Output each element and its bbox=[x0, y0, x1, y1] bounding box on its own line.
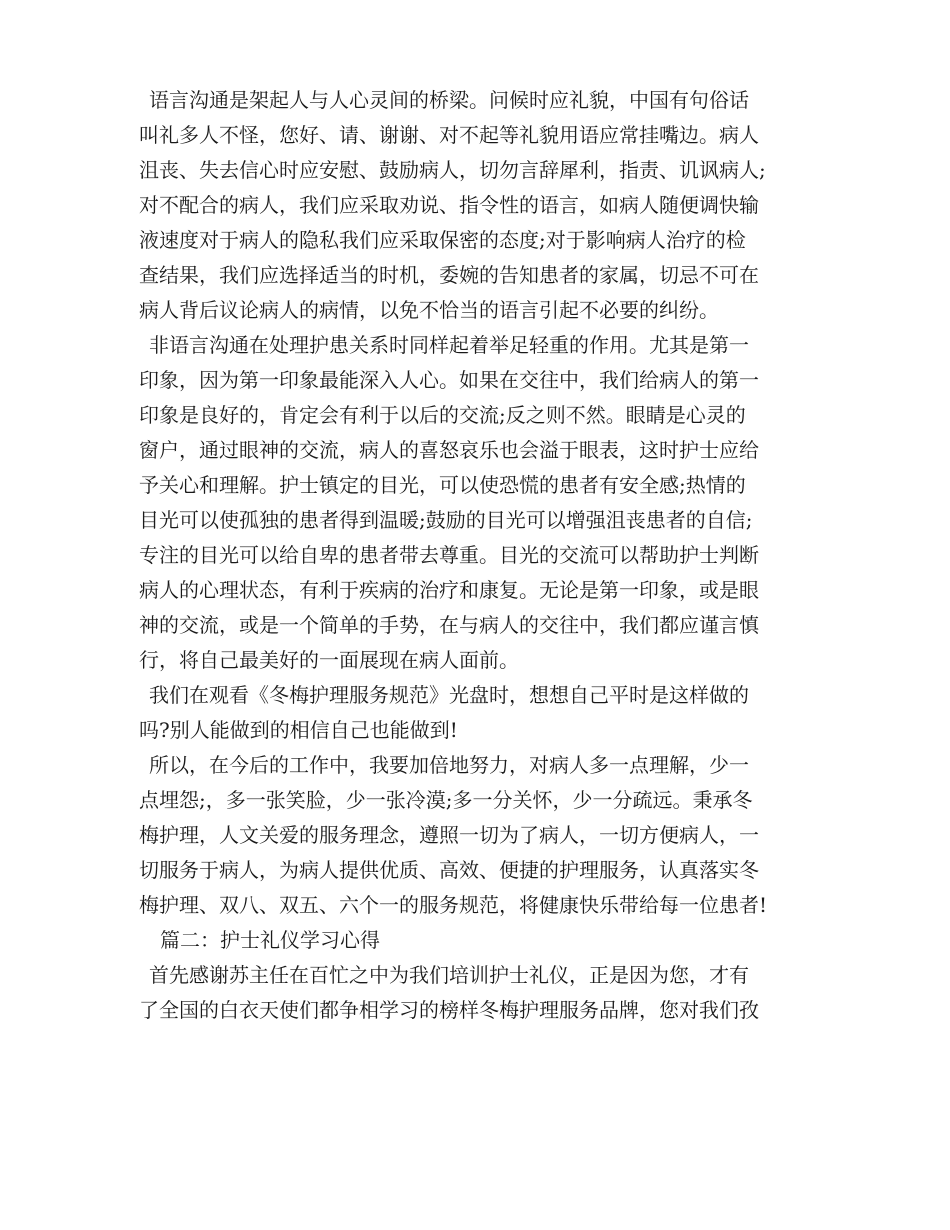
paragraph-line: 叫礼多人不怪，您好、请、谢谢、对不起等礼貌用语应常挂嘴边。病人 bbox=[139, 123, 759, 147]
paragraph-line: 行，将自己最美好的一面展现在病人面前。 bbox=[139, 648, 519, 672]
paragraph-line: 专注的目光可以给自卑的患者带去尊重。目光的交流可以帮助护士判断 bbox=[139, 543, 759, 567]
paragraph-line: 病人的心理状态，有利于疾病的治疗和康复。无论是第一印象，或是眼 bbox=[139, 578, 759, 602]
paragraph-line: 液速度对于病人的隐私我们应采取保密的态度;对于影响病人治疗的检 bbox=[139, 228, 746, 252]
paragraph-line: 梅护理，人文关爱的服务理念，遵照一切为了病人，一切方便病人，一 bbox=[139, 823, 759, 847]
paragraph-line: 非语言沟通在处理护患关系时同样起着举足轻重的作用。尤其是第一 bbox=[149, 333, 749, 357]
paragraph-line: 梅护理、双八、双五、六个一的服务规范，将健康快乐带给每一位患者! bbox=[139, 893, 768, 917]
paragraph-line: 我们在观看《冬梅护理服务规范》光盘时，想想自己平时是这样做的 bbox=[149, 683, 749, 707]
section-heading: 篇二：护士礼仪学习心得 bbox=[160, 928, 380, 952]
paragraph-line: 点埋怨;，多一张笑脸，少一张冷漠;多一分关怀，少一分疏远。秉承冬 bbox=[139, 788, 753, 812]
paragraph-line: 吗?别人能做到的相信自己也能做到! bbox=[139, 718, 458, 742]
paragraph-line: 予关心和理解。护士镇定的目光，可以使恐慌的患者有安全感;热情的 bbox=[139, 473, 746, 497]
paragraph-line: 语言沟通是架起人与人心灵间的桥梁。问候时应礼貌，中国有句俗话 bbox=[149, 88, 749, 112]
paragraph-line: 查结果，我们应选择适当的时机，委婉的告知患者的家属，切忌不可在 bbox=[139, 263, 759, 287]
paragraph-line: 目光可以使孤独的患者得到温暖;鼓励的目光可以增强沮丧患者的自信; bbox=[139, 508, 753, 532]
paragraph-line: 神的交流，或是一个简单的手势，在与病人的交往中，我们都应谨言慎 bbox=[139, 613, 759, 637]
paragraph-line: 病人背后议论病人的病情，以免不恰当的语言引起不必要的纠纷。 bbox=[139, 298, 719, 322]
paragraph-line: 沮丧、失去信心时应安慰、鼓励病人，切勿言辞犀利，指责、讥讽病人; bbox=[139, 158, 766, 182]
paragraph-line: 切服务于病人，为病人提供优质、高效、便捷的护理服务，认真落实冬 bbox=[139, 858, 759, 882]
paragraph-line: 窗户，通过眼神的交流，病人的喜怒哀乐也会溢于眼表，这时护士应给 bbox=[139, 438, 759, 462]
paragraph-line: 首先感谢苏主任在百忙之中为我们培训护士礼仪，正是因为您，才有 bbox=[149, 963, 749, 987]
paragraph-line: 印象是良好的，肯定会有利于以后的交流;反之则不然。眼睛是心灵的 bbox=[139, 403, 746, 427]
paragraph-line: 印象，因为第一印象最能深入人心。如果在交往中，我们给病人的第一 bbox=[139, 368, 759, 392]
paragraph-line: 所以，在今后的工作中，我要加倍地努力，对病人多一点理解，少一 bbox=[149, 753, 749, 777]
paragraph-line: 对不配合的病人，我们应采取劝说、指令性的语言，如病人随便调快输 bbox=[139, 193, 759, 217]
paragraph-line: 了全国的白衣天使们都争相学习的榜样冬梅护理服务品牌，您对我们孜 bbox=[139, 998, 759, 1022]
